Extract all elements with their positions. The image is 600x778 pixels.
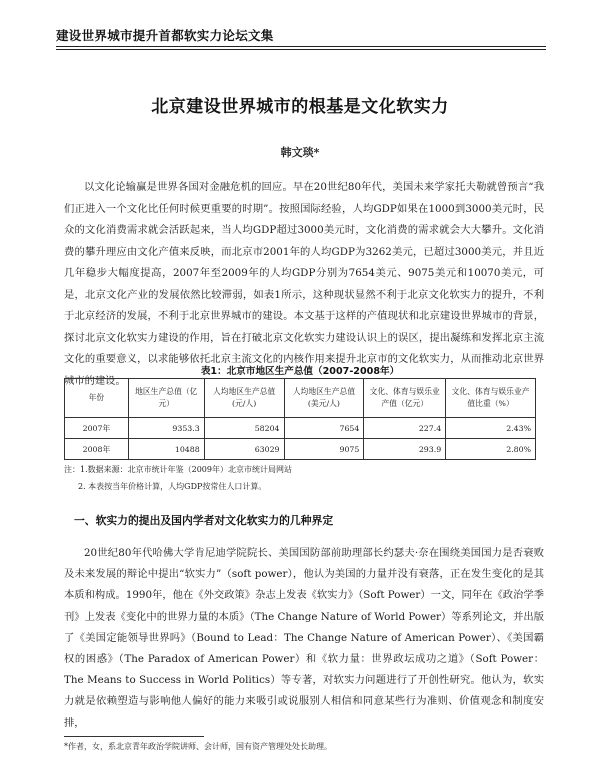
table-cell: 10488 [128, 439, 204, 460]
table-cell: 227.4 [364, 418, 446, 439]
section-paragraph: 20世纪80年代哈佛大学肯尼迪学院院长、美国国防部前助理部长约瑟夫·奈在围绕美国国力是否衰败及未来发展的辩论中提出“软实力”（soft power），他认为美国的力量并没有衰落，正在发生变化的是其本质和构成。1990年，他在《外交政策》杂志上发表《软实力》（Soft Power）一文，同年在《政治学季刊》上发表《变化中的世界力量的本质》（The Change Nature of World Power）等系列论文，并出版了《美国定能领导世界吗》（Bound to Lead：The Change Nature of American Power）、《美国霸权的困惑》（The Paradox of American Power）和《软力量：世界政坛成功之道》（Soft Power：The Means to Success in World Politics）等专著，对软实力问题进行了开创性研究。他认为，软实力就是依赖塑造与影响他人偏好的能力来吸引或说服别人相信和同意某些行为准则、价值观念和制度安排， [64, 547, 544, 729]
footnote-rule [64, 736, 204, 737]
table-cell: 9075 [284, 439, 364, 460]
table-cell: 9353.3 [128, 418, 204, 439]
table-header-cell: 人均地区生产总值(美元/人) [284, 379, 364, 418]
table-row [65, 439, 536, 460]
table-header-cell: 地区生产总值（亿元） [128, 379, 204, 418]
table-cell-year: 2007年 [65, 418, 129, 439]
table-header-cell: 文化、体育与娱乐业产值（亿元） [364, 379, 446, 418]
intro-paragraph: 以文化论输赢是世界各国对金融危机的回应。早在20世纪80年代，美国未来学家托夫勒就曾预言“我们正进入一个文化比任何时候更重要的时期”。按照国际经验，人均GDP如果在1000到3000美元时，民众的文化消费需求就会活跃起来，当人均GDP超过3000美元时，文化消费的需求就会大大攀升。文化消费的攀升理应由文化产值来反映，而北京市2001年的人均GDP为3262美元，已超过3000美元，并且近几年稳步大幅度提高，2007年至2009年的人均GDP分别为7654美元、9075美元和10070美元，可是，北京文化产业的发展依然比较滞弱，如表1所示，这种现状显然不利于北京文化软实力的提升，不利于北京经济的发展，不利于北京世界城市的建设。本文基于这样的产值现状和北京建设世界城市的背景，探讨北京文化软实力建设的作用，旨在打破北京文化软实力建设认识上的误区，提出凝练和发挥北京主流文化的重要意义，以求能够依托北京主流文化的内核作用来提升北京市的文化软实力，从而推动北京世界城市的建设。 [64, 181, 544, 387]
running-header: 建设世界城市提升首都软实力论坛文集 [56, 28, 274, 43]
table-cell: 2.43% [446, 418, 536, 439]
table-row [65, 418, 536, 439]
table-header-cell: 年份 [65, 379, 129, 418]
table-note-source: 注：1.数据来源：北京市统计年鉴（2009年）北京市统计局网站 [64, 465, 292, 474]
table-cell: 2.80% [446, 439, 536, 460]
header-rule [56, 46, 546, 47]
table-cell: 7654 [284, 418, 364, 439]
article-title: 北京建设世界城市的根基是文化软实力 [151, 97, 449, 117]
table-cell: 58204 [204, 418, 284, 439]
table-header-row [65, 379, 536, 418]
table-header-cell: 人均地区生产总值(元/人) [204, 379, 284, 418]
table-cell-year: 2008年 [65, 439, 129, 460]
table-cell: 293.9 [364, 439, 446, 460]
table-cell: 63029 [204, 439, 284, 460]
table-note-method: 2. 本表按当年价格计算，人均GDP按常住人口计算。 [78, 482, 267, 491]
table-caption: 表1：北京市地区生产总值（2007-2008年） [200, 366, 400, 377]
table-header-cell: 文化、体育与娱乐业产值比重（%） [446, 379, 536, 418]
section-heading: 一、软实力的提出及国内学者对文化软实力的几种界定 [74, 514, 334, 527]
author-name: 韩文琰* [280, 146, 320, 159]
gdp-table [64, 378, 536, 460]
author-footnote: *作者，女，系北京青年政治学院讲师、会计师，国有资产管理处处长助理。 [64, 742, 332, 751]
header-rule-thin [56, 49, 546, 50]
